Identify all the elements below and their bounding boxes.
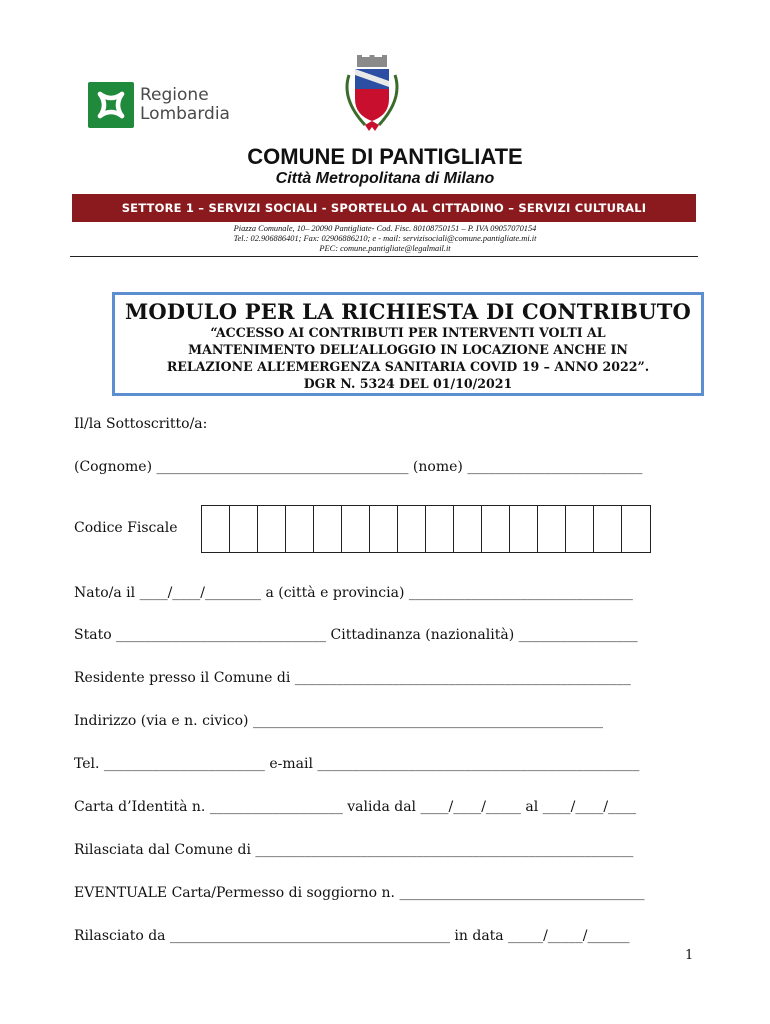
- header-divider: [70, 256, 698, 257]
- address-line-3: PEC: comune.pantigliate@legalmail.it: [319, 244, 451, 253]
- sottoscritto-label: Il/la Sottoscritto/a:: [74, 416, 208, 432]
- page-number: 1: [685, 948, 694, 963]
- regione-logo-line1: Regione: [140, 85, 209, 105]
- form-subtitle-line-4: DGR N. 5324 DEL 01/10/2021: [303, 376, 513, 391]
- codice-fiscale-label: Codice Fiscale: [74, 520, 178, 536]
- stato-cittadinanza-field[interactable]: Stato ______________________________ Cittadinanza (nazionalità) _________________: [74, 627, 638, 643]
- carta-identita-field[interactable]: Carta d’Identità n. ___________________ valida dal ____/____/_____ al ____/____/____: [74, 799, 637, 815]
- codice-fiscale-cell[interactable]: [426, 506, 454, 552]
- regione-logo-line2: Lombardia: [140, 104, 230, 124]
- comune-title: COMUNE DI PANTIGLIATE: [247, 144, 523, 169]
- settore-banner: SETTORE 1 – SERVIZI SOCIALI - SPORTELLO AL CITTADINO – SERVIZI CULTURALI: [72, 194, 696, 222]
- codice-fiscale-cell[interactable]: [370, 506, 398, 552]
- codice-fiscale-cell[interactable]: [230, 506, 258, 552]
- permesso-soggiorno-field[interactable]: EVENTUALE Carta/Permesso di soggiorno n. ___________________________________: [74, 885, 645, 901]
- cognome-nome-field[interactable]: (Cognome) ____________________________________ (nome) _________________________: [74, 459, 643, 475]
- regione-lombardia-logo: [88, 82, 248, 132]
- form-subtitle-line-3: RELAZIONE ALL’EMERGENZA SANITARIA COVID 19 – ANNO 2022”.: [166, 359, 650, 374]
- codice-fiscale-grid[interactable]: [201, 505, 651, 553]
- residente-field[interactable]: Residente presso il Comune di ________________________________________________: [74, 670, 631, 686]
- codice-fiscale-cell[interactable]: [538, 506, 566, 552]
- codice-fiscale-cell[interactable]: [286, 506, 314, 552]
- codice-fiscale-cell[interactable]: [314, 506, 342, 552]
- title-box: [112, 292, 704, 396]
- citta-subtitle: Città Metropolitana di Milano: [275, 170, 495, 187]
- codice-fiscale-cell[interactable]: [566, 506, 594, 552]
- indirizzo-field[interactable]: Indirizzo (via e n. civico) __________________________________________________: [74, 713, 603, 729]
- tel-email-field[interactable]: Tel. _______________________ e-mail ______________________________________________: [74, 756, 640, 772]
- address-line-2: Tel.: 02.906886401; Fax: 02906886210; e - mail: servizisociali@comune.pantigliate.mi.it: [233, 234, 537, 243]
- regione-lombardia-mark-icon: [88, 82, 134, 128]
- rilasciato-da-field[interactable]: Rilasciato da ________________________________________ in data _____/_____/______: [74, 928, 630, 944]
- comune-crest-icon: [335, 55, 409, 133]
- codice-fiscale-cell[interactable]: [398, 506, 426, 552]
- rilasciata-comune-field[interactable]: Rilasciata dal Comune di ______________________________________________________: [74, 842, 634, 858]
- codice-fiscale-cell[interactable]: [454, 506, 482, 552]
- form-title: MODULO PER LA RICHIESTA DI CONTRIBUTO: [124, 299, 692, 324]
- codice-fiscale-cell[interactable]: [202, 506, 230, 552]
- form-subtitle-line-2: MANTENIMENTO DELL’ALLOGGIO IN LOCAZIONE ANCHE IN: [188, 342, 628, 357]
- codice-fiscale-cell[interactable]: [342, 506, 370, 552]
- form-subtitle-line-1: “ACCESSO AI CONTRIBUTI PER INTERVENTI VOLTI AL: [210, 325, 606, 340]
- codice-fiscale-cell[interactable]: [482, 506, 510, 552]
- nascita-field[interactable]: Nato/a il ____/____/________ a (città e provincia) ________________________________: [74, 585, 633, 601]
- codice-fiscale-cell[interactable]: [258, 506, 286, 552]
- codice-fiscale-cell[interactable]: [594, 506, 622, 552]
- codice-fiscale-cell[interactable]: [622, 506, 650, 552]
- codice-fiscale-cell[interactable]: [510, 506, 538, 552]
- address-line-1: Piazza Comunale, 10– 20090 Pantigliate- Cod. Fisc. 80108750151 – P. IVA 09057070154: [233, 224, 537, 233]
